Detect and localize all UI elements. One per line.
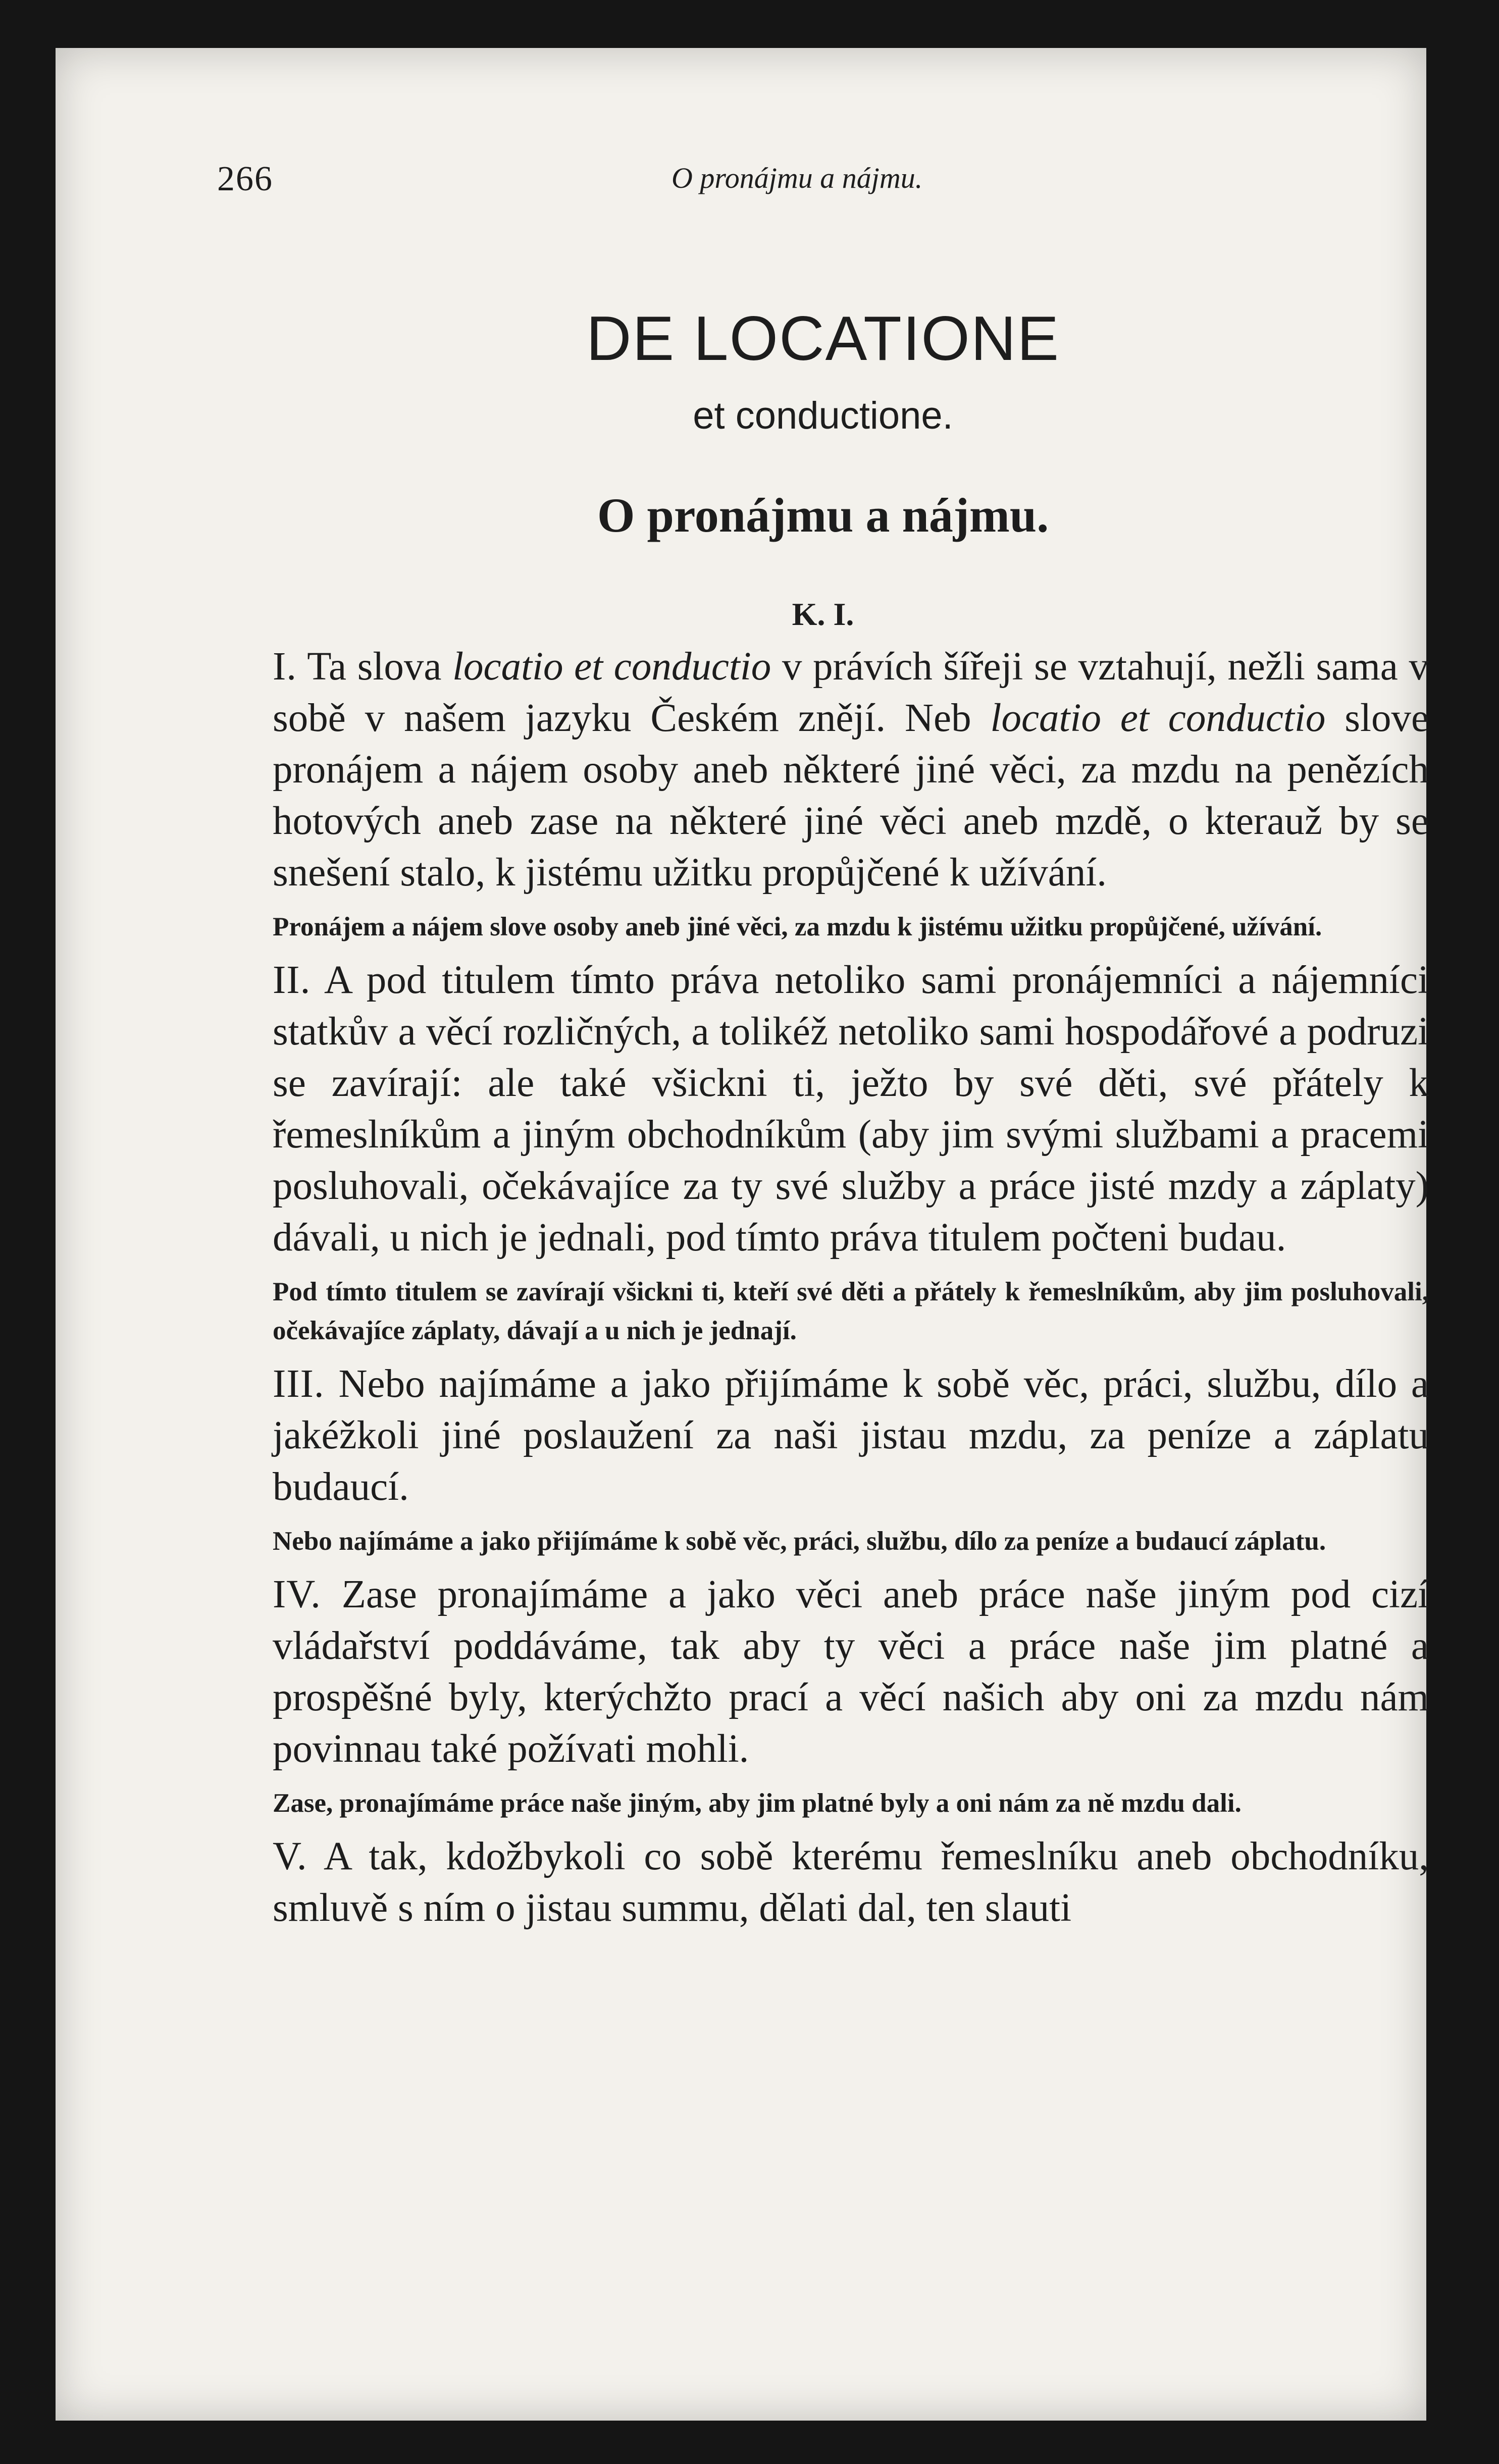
- paragraph-text: Ta slova: [307, 645, 442, 689]
- paragraph-text: A pod titulem tímto práva netoliko sami pronájemníci a nájemníci statkův a věcí rozličných, a tolikéž netoliko sami hospodářové a podruzi se zavírají: ale také všickni ti, ježto by své děti, své přátely k řemeslníkům a jiným obchodníkům (aby jim svými službami a pracemi posluhovali, očekávajíce za ty své služby a práce jisté mzdy a záplaty) dávali, u nich je jednali, pod tímto práva titulem počteni budau.: [273, 958, 1429, 1260]
- summary-1: Pronájem a nájem slove osoby aneb jiné věci, za mzdu k jistému užitku propůjčené, užívání.: [273, 912, 1322, 941]
- paragraph-numeral: IV.: [273, 1572, 321, 1616]
- sub-title: et conductione.: [693, 394, 953, 437]
- summary-2: Pod tímto titulem se zavírají všickni ti, kteří své děti a přátely k řemeslníkům, aby jim posluhovali, očekávajíce záplaty, dávají a u nich je jednají.: [273, 1277, 1429, 1345]
- latin-term: locatio et conductio: [452, 645, 771, 689]
- paragraph-text: slove pronájem a nájem osoby aneb některé jiné věci, za mzdu na penězích hotových aneb zase na některé jiné věci aneb mzdě, o kterauž by se snešení stalo, k jistému užitku propůjčené k užívání.: [273, 696, 1429, 895]
- paragraph-text: Nebo najímáme a jako přijímáme k sobě věc, práci, službu, dílo a jakéžkoli jiné poslaužení za naši jistau mzdu, za peníze a záplatu budaucí.: [273, 1362, 1429, 1509]
- paragraph-text: A tak, kdožbykoli co sobě kterému řemeslníku aneb obchodníku, smluvě s ním o jistau summu, dělati dal, ten slauti: [273, 1834, 1429, 1930]
- paragraph-text: v právích šířeji se vztahují, nežli sama v sobě v našem jazyku Českém znějí. Neb: [273, 645, 1429, 740]
- paragraph-text: Zase pronajímáme a jako věci aneb práce naše jiným pod cizí vládařství poddáváme, tak aby ty věci a práce naše jim platné a prospěšné byly, kterýchžto prací a věcí našich aby oni za mzdu nám povinnau také požívati mohli.: [273, 1572, 1429, 1771]
- summary-3: Nebo najímáme a jako přijímáme k sobě věc, práci, službu, dílo za peníze a budaucí záplatu.: [273, 1527, 1326, 1556]
- paragraph-4: [273, 1569, 1429, 1775]
- czech-title: O pronájmu a nájmu.: [597, 488, 1049, 542]
- paragraph-3: [273, 1358, 1429, 1513]
- page-number: 266: [217, 160, 273, 198]
- chapter-heading: K. I.: [792, 596, 854, 632]
- paragraph-numeral: III.: [273, 1362, 325, 1406]
- main-title: DE LOCATIONE: [586, 304, 1060, 374]
- paragraph-5: [273, 1831, 1429, 1934]
- body-text: [273, 641, 1429, 1934]
- page-header: [217, 159, 1429, 215]
- summary-4: Zase, pronajímáme práce naše jiným, aby jim platné byly a oni nám za ně mzdu dali.: [273, 1789, 1242, 1818]
- paragraph-numeral: II.: [273, 958, 311, 1002]
- paragraph-1: [273, 641, 1429, 899]
- paragraph-numeral: V.: [273, 1834, 307, 1878]
- paragraph-numeral: I.: [273, 645, 297, 689]
- running-title: O pronájmu a nájmu.: [671, 162, 923, 194]
- paragraph-2: [273, 955, 1429, 1264]
- latin-term: locatio et conductio: [990, 696, 1326, 740]
